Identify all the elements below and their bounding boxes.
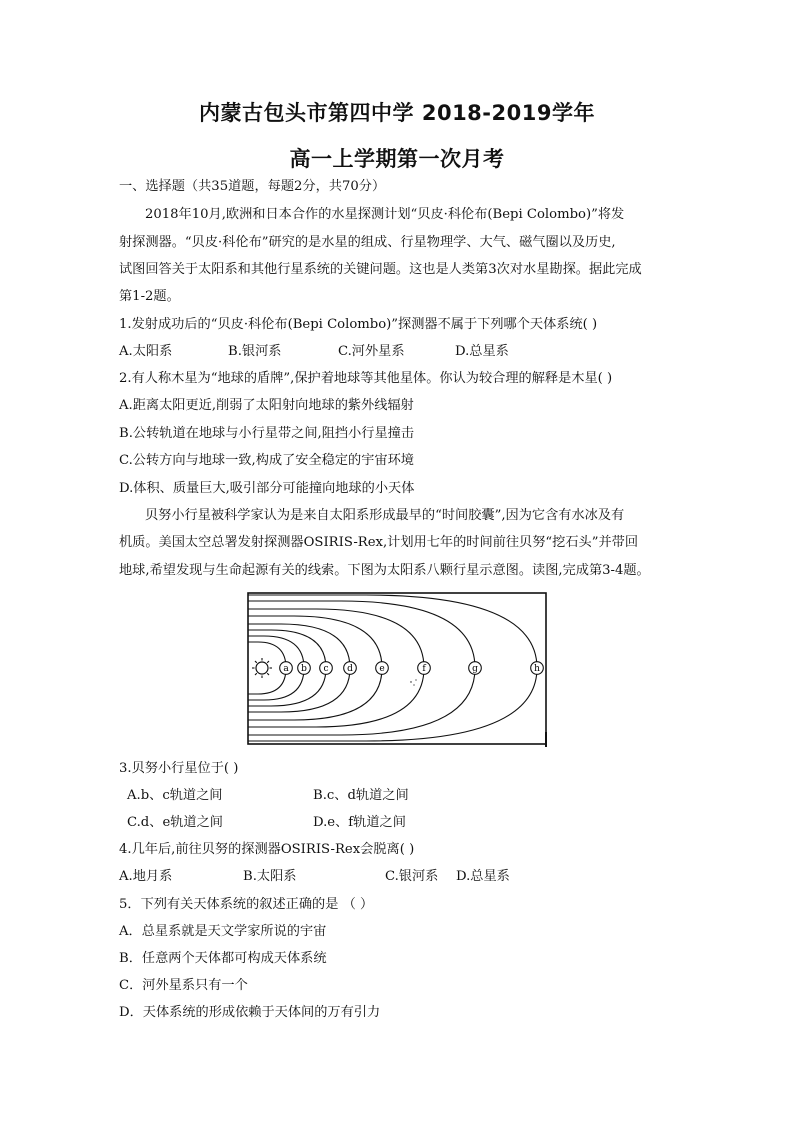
question-2-stem: 2.有人称木星为“地球的盾牌”,保护着地球等其他星体。你认为较合理的解释是木星( ) [119, 371, 613, 386]
question-5-stem: 5．下列有关天体系统的叙述正确的是 （ ） [119, 897, 374, 912]
q3-option-b: B.c、d轨道之间 [313, 788, 409, 803]
question-3-stem: 3.贝努小行星位于( ) [119, 761, 239, 776]
q2-option-c: C.公转方向与地球一致,构成了安全稳定的宇宙环境 [119, 453, 414, 468]
q5-option-c: C．河外星系只有一个 [119, 978, 248, 993]
document-title: 内蒙古包头市第四中学 2018-2019学年 [199, 101, 595, 125]
q1-option-b: B.银河系 [228, 344, 282, 359]
q1-option-d: D.总星系 [455, 344, 509, 359]
passage1-line: 射探测器。“贝皮·科伦布”研究的是水星的组成、行星物理学、大气、磁气圈以及历史, [119, 235, 616, 250]
q4-option-a: A.地月系 [119, 869, 173, 884]
planet-label-f: f [422, 664, 426, 674]
q4-option-d: D.总星系 [456, 869, 510, 884]
q4-option-b: B.太阳系 [243, 869, 297, 884]
q2-option-a: A.距离太阳更近,削弱了太阳射向地球的紫外线辐射 [119, 398, 414, 413]
q4-option-c: C.银河系 [385, 869, 439, 884]
q3-option-a: A.b、c轨道之间 [127, 788, 223, 803]
passage1-line: 第1-2题。 [119, 289, 180, 304]
document-subtitle: 高一上学期第一次月考 [289, 147, 505, 171]
planet-label-g: g [472, 664, 478, 674]
q2-option-b: B.公转轨道在地球与小行星带之间,阻挡小行星撞击 [119, 426, 415, 441]
section-heading: 一、选择题（共35道题，每题2分，共70分） [119, 179, 386, 194]
q3-option-c: C.d、e轨道之间 [127, 815, 223, 830]
passage1-line: 2018年10月,欧洲和日本合作的水星探测计划“贝皮·科伦布(Bepi Colombo)”将发 [145, 207, 625, 222]
passage2-line: 机质。美国太空总署发射探测器OSIRIS-Rex,计划用七年的时间前往贝努“挖石头”并带回 [119, 535, 639, 550]
q3-option-d: D.e、f轨道之间 [313, 815, 406, 830]
planet-label-e: e [379, 664, 385, 674]
planet-label-d: d [347, 664, 353, 674]
q5-option-d: D．天体系统的形成依赖于天体间的万有引力 [119, 1005, 381, 1020]
q2-option-d: D.体积、质量巨大,吸引部分可能撞向地球的小天体 [119, 481, 415, 496]
question-1-stem: 1.发射成功后的“贝皮·科伦布(Bepi Colombo)”探测器不属于下列哪个天体系统( ) [119, 317, 598, 332]
planet-label-b: b [301, 664, 307, 674]
q5-option-b: B．任意两个天体都可构成天体系统 [119, 951, 327, 966]
passage2-line: 贝努小行星被科学家认为是来自太阳系形成最早的“时间胶囊”,因为它含有水冰及有 [145, 508, 625, 523]
planet-label-h: h [534, 664, 540, 674]
q1-option-a: A.太阳系 [119, 344, 173, 359]
planet-label-a: a [283, 664, 289, 674]
passage1-line: 试图回答关于太阳系和其他行星系统的关键问题。这也是人类第3次对水星勘探。据此完成 [119, 262, 642, 277]
solar-system-orbit-diagram [246, 592, 548, 748]
question-4-stem: 4.几年后,前往贝努的探测器OSIRIS-Rex会脱离( ) [119, 842, 415, 857]
passage2-line: 地球,希望发现与生命起源有关的线索。下图为太阳系八颗行星示意图。读图,完成第3-4题。 [119, 563, 650, 578]
q5-option-a: A．总星系就是天文学家所说的宇宙 [119, 924, 327, 939]
q1-option-c: C.河外星系 [338, 344, 405, 359]
planet-label-c: c [323, 664, 329, 674]
